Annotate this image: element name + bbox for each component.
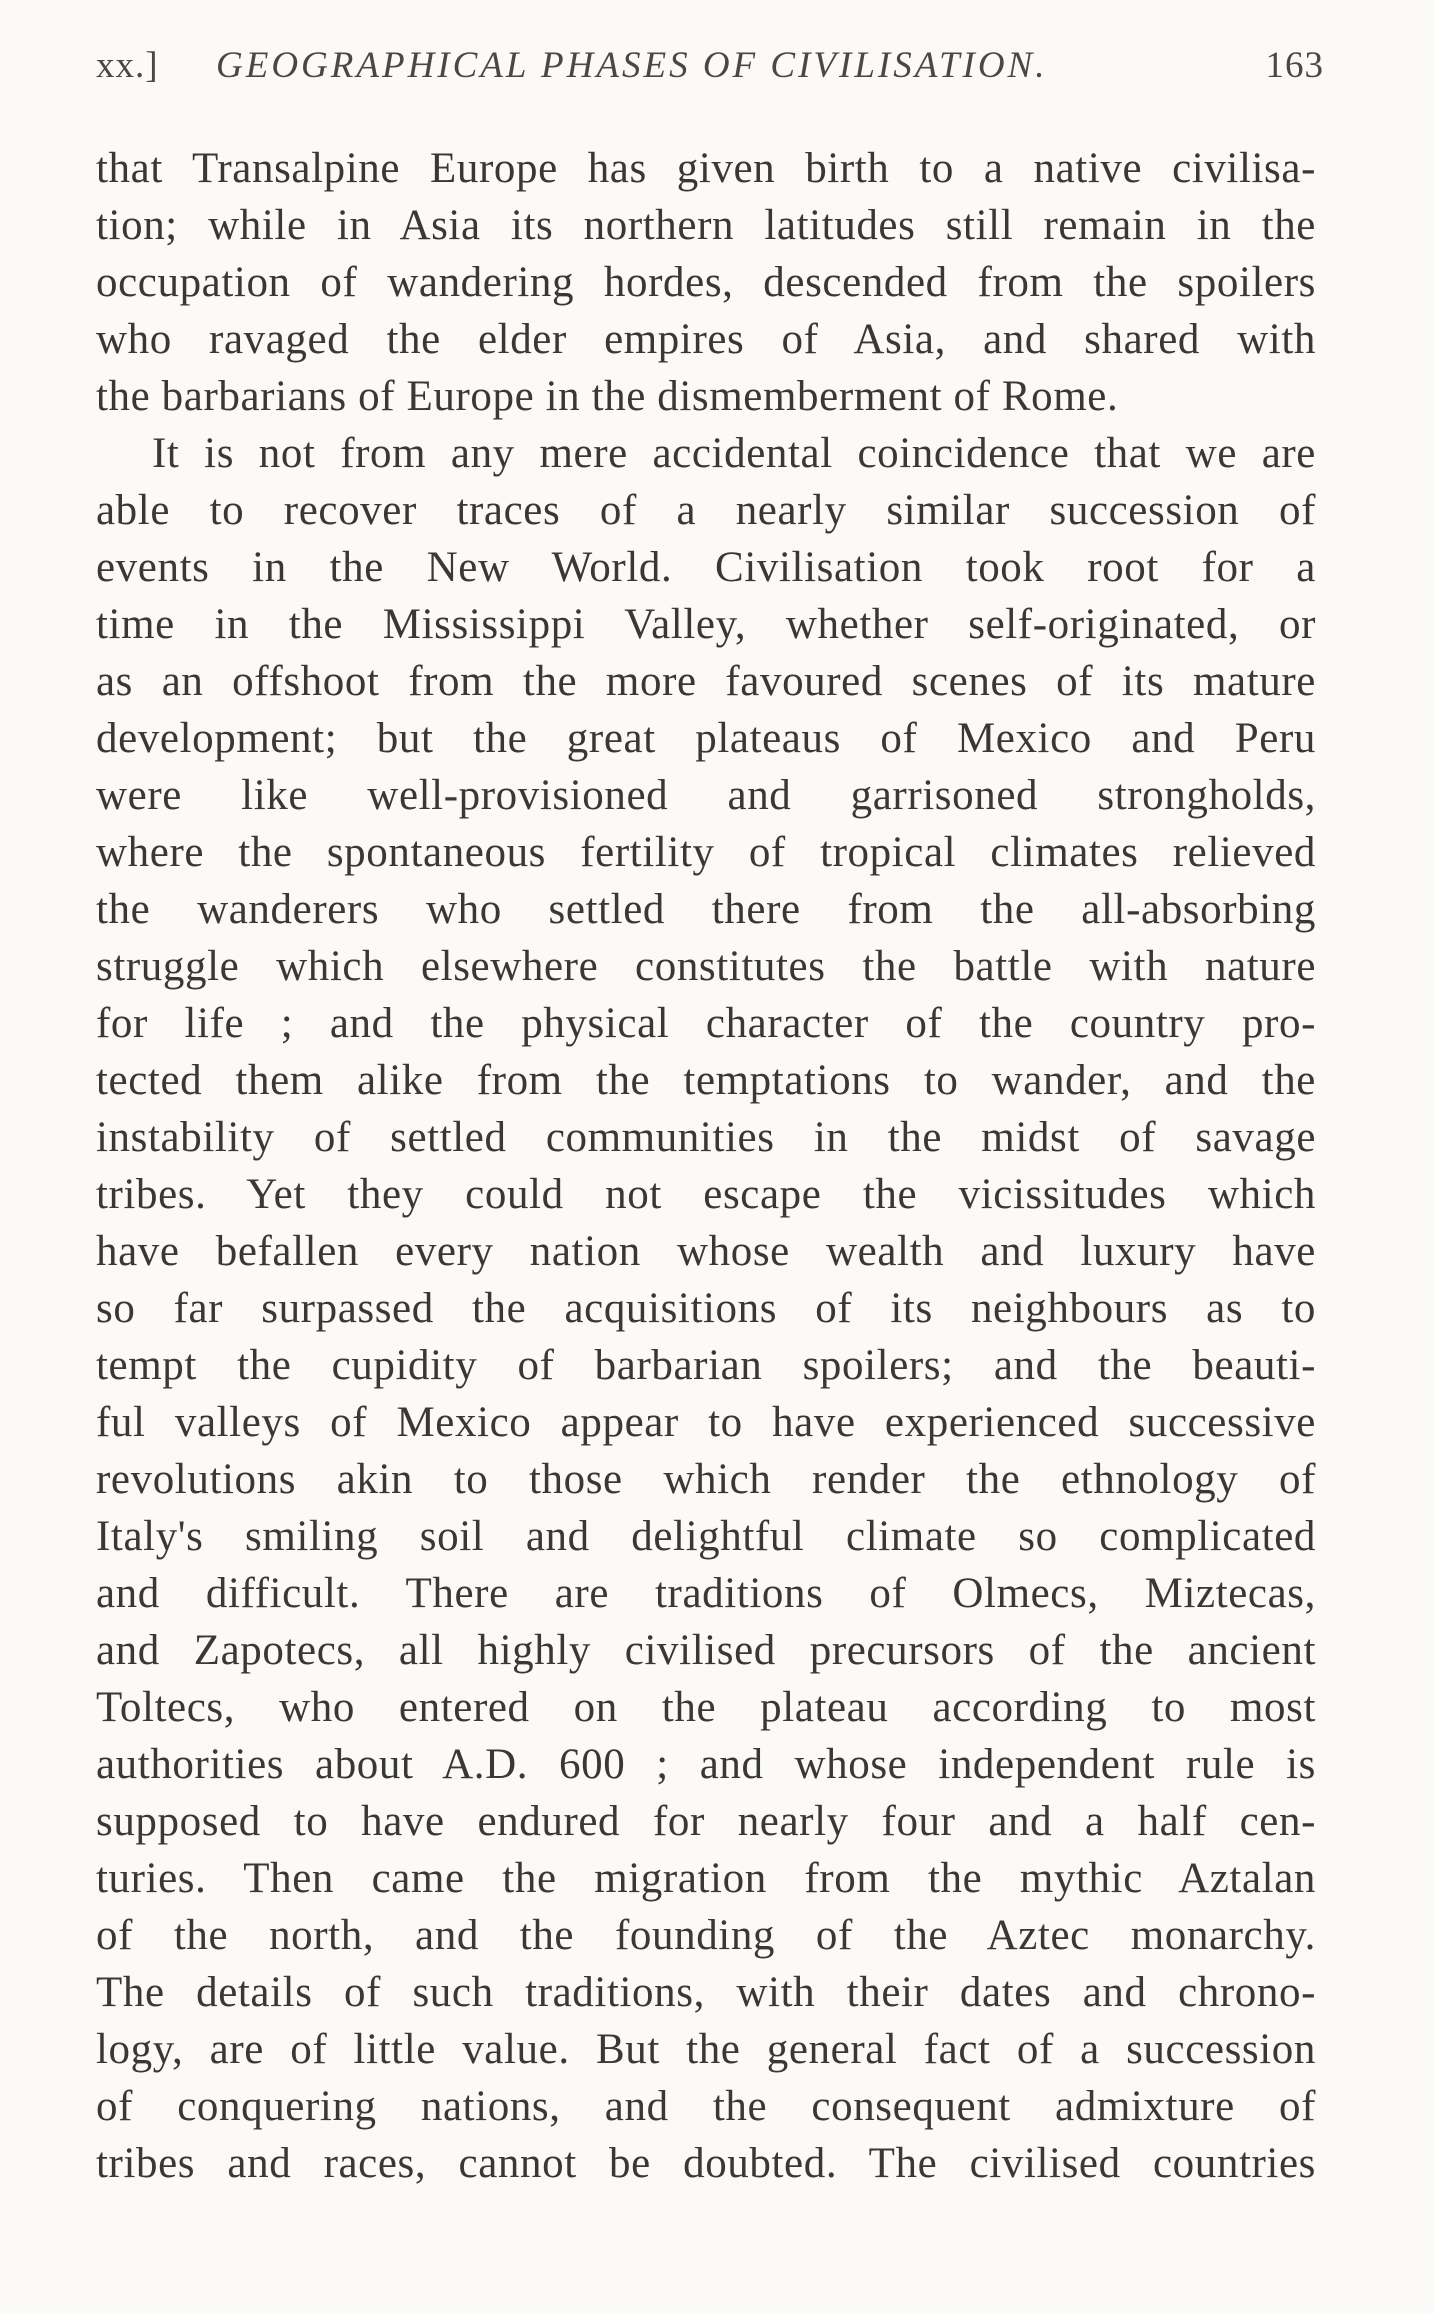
running-head [96, 44, 1324, 104]
text-line: It is not from any mere accidental coincidence that we are [152, 430, 1316, 477]
text-line: revolutions akin to those which render the ethnology of [96, 1456, 1316, 1503]
text-line: occupation of wandering hordes, descended from the spoilers [96, 259, 1316, 306]
text-line: authorities about A.D. 600 ; and whose independent rule is [96, 1741, 1316, 1788]
text-line: struggle which elsewhere constitutes the battle with nature [96, 943, 1316, 990]
running-title: GEOGRAPHICAL PHASES OF CIVILISATION. [216, 45, 1048, 86]
text-line: Toltecs, who entered on the plateau according to most [96, 1684, 1316, 1731]
body-text [96, 140, 1316, 2192]
text-line: and Zapotecs, all highly civilised precursors of the ancient [96, 1627, 1316, 1674]
chapter-number: xx.] [96, 45, 159, 86]
text-line: events in the New World. Civilisation took root for a [96, 544, 1316, 591]
text-line: who ravaged the elder empires of Asia, and shared with [96, 316, 1316, 363]
text-line: tempt the cupidity of barbarian spoilers; and the beauti- [96, 1342, 1316, 1389]
text-line: tribes. Yet they could not escape the vicissitudes which [96, 1171, 1316, 1218]
text-line: supposed to have endured for nearly four and a half cen- [96, 1798, 1316, 1845]
text-line: development; but the great plateaus of Mexico and Peru [96, 715, 1316, 762]
text-line: that Transalpine Europe has given birth to a native civilisa- [96, 145, 1316, 192]
text-line: turies. Then came the migration from the mythic Aztalan [96, 1855, 1316, 1902]
text-line: as an offshoot from the more favoured scenes of its mature [96, 658, 1316, 705]
text-line: have befallen every nation whose wealth and luxury have [96, 1228, 1316, 1275]
text-line: so far surpassed the acquisitions of its neighbours as to [96, 1285, 1316, 1332]
text-line: the wanderers who settled there from the all-absorbing [96, 886, 1316, 933]
text-line: of the north, and the founding of the Aztec monarchy. [96, 1912, 1316, 1959]
text-line: ful valleys of Mexico appear to have experienced successive [96, 1399, 1316, 1446]
text-line: Italy's smiling soil and delightful climate so complicated [96, 1513, 1316, 1560]
text-line: instability of settled communities in the midst of savage [96, 1114, 1316, 1161]
page-number: 163 [1265, 45, 1324, 86]
text-line: tected them alike from the temptations to wander, and the [96, 1057, 1316, 1104]
text-line: and difficult. There are traditions of Olmecs, Miztecas, [96, 1570, 1316, 1617]
text-line: time in the Mississippi Valley, whether self-originated, or [96, 601, 1316, 648]
text-line: The details of such traditions, with their dates and chrono- [96, 1969, 1316, 2016]
text-line: tribes and races, cannot be doubted. The civilised countries [96, 2140, 1316, 2187]
text-line: tion; while in Asia its northern latitudes still remain in the [96, 202, 1316, 249]
text-line: logy, are of little value. But the general fact of a succession [96, 2026, 1316, 2073]
text-line: were like well-provisioned and garrisoned strongholds, [96, 772, 1316, 819]
text-line: able to recover traces of a nearly similar succession of [96, 487, 1316, 534]
text-line: the barbarians of Europe in the dismemberment of Rome. [96, 373, 1119, 420]
text-line: where the spontaneous fertility of tropical climates relieved [96, 829, 1316, 876]
text-line: of conquering nations, and the consequent admixture of [96, 2083, 1316, 2130]
text-line: for life ; and the physical character of the country pro- [96, 1000, 1316, 1047]
